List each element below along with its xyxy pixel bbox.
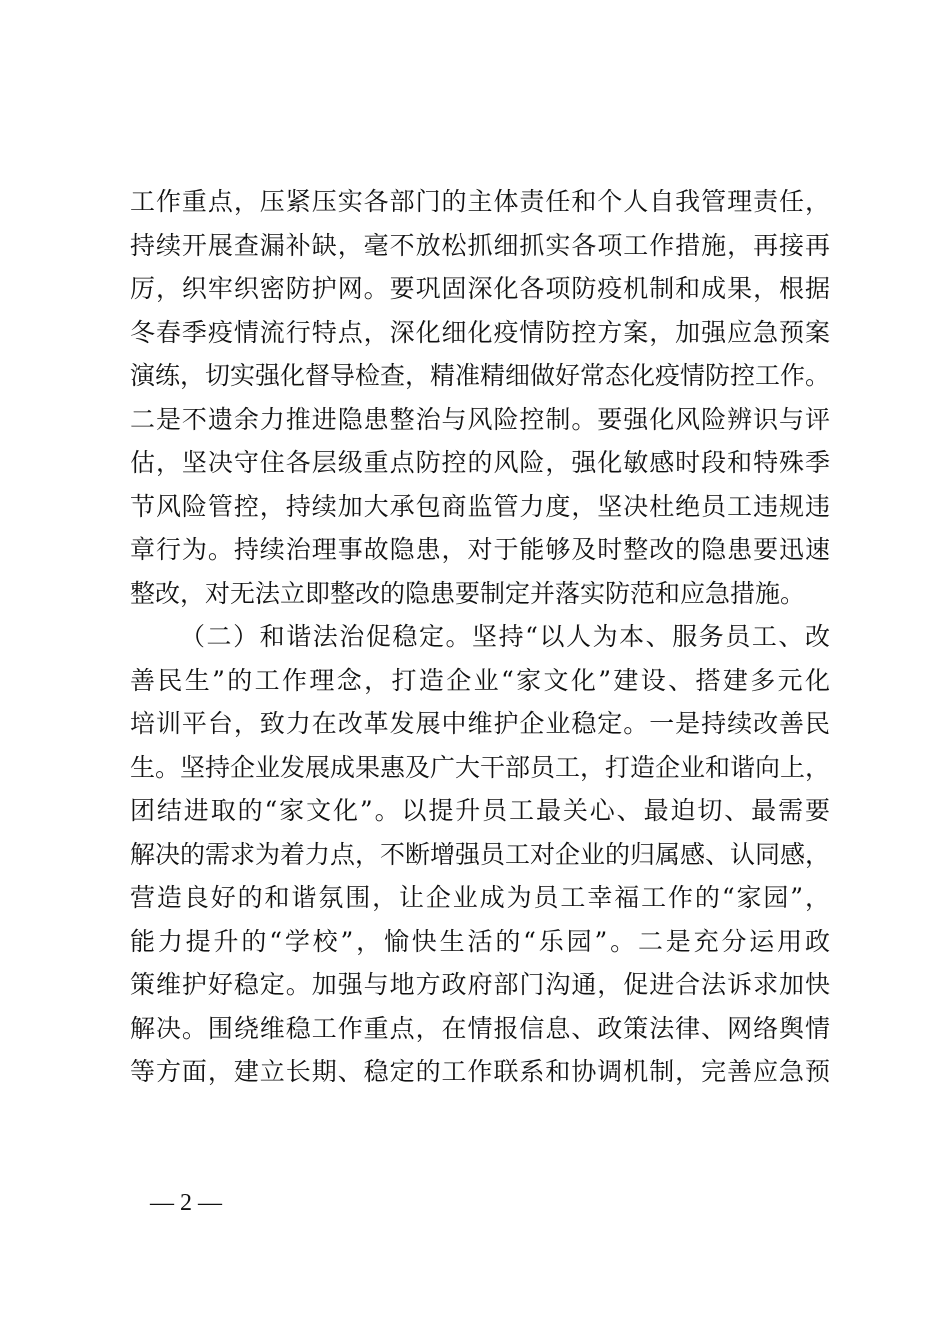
text-line: 等方面，建立长期、稳定的工作联系和协调机制，完善应急预 xyxy=(130,1057,830,1086)
text-line: 厉，织牢织密防护网。要巩固深化各项防疫机制和成果，根据 xyxy=(130,274,830,303)
section-heading-line: （二）和谐法治促稳定。坚持“以人为本、服务员工、改 xyxy=(180,622,830,651)
text-line: 培训平台，致力在改革发展中维护企业稳定。一是持续改善民 xyxy=(130,709,830,738)
text-line: 工作重点，压紧压实各部门的主体责任和个人自我管理责任， xyxy=(130,187,830,216)
text-line: 整改，对无法立即整改的隐患要制定并落实防范和应急措施。 xyxy=(130,578,806,608)
text-line: 演练，切实强化督导检查，精准精细做好常态化疫情防控工作。 xyxy=(130,361,830,390)
text-line: 估，坚决守住各层级重点防控的风险，强化敏感时段和特殊季 xyxy=(130,448,830,477)
text-line: 节风险管控，持续加大承包商监管力度，坚决杜绝员工违规违 xyxy=(130,491,830,521)
text-line: 解决的需求为着力点，不断增强员工对企业的归属感、认同感， xyxy=(130,839,830,869)
text-line: 持续开展查漏补缺，毫不放松抓细抓实各项工作措施，再接再 xyxy=(130,230,830,260)
text-line: 解决。围绕维稳工作重点，在情报信息、政策法律、网络舆情 xyxy=(130,1013,830,1043)
text-line: 善民生”的工作理念，打造企业“家文化”建设、搭建多元化 xyxy=(130,665,830,695)
text-line: 章行为。持续治理事故隐患，对于能够及时整改的隐患要迅速 xyxy=(130,535,830,564)
page-number: — 2 — xyxy=(150,1190,222,1216)
text-line: 策维护好稳定。加强与地方政府部门沟通，促进合法诉求加快 xyxy=(130,970,830,999)
text-line: 营造良好的和谐氛围，让企业成为员工幸福工作的“家园”， xyxy=(130,883,830,912)
text-line: 冬春季疫情流行特点，深化细化疫情防控方案，加强应急预案 xyxy=(130,317,830,347)
text-line: 能力提升的“学校”，愉快生活的“乐园”。二是充分运用政 xyxy=(130,926,830,956)
body-text xyxy=(130,180,830,1094)
text-line: 二是不遗余力推进隐患整治与风险控制。要强化风险辨识与评 xyxy=(130,404,830,434)
text-line: 生。坚持企业发展成果惠及广大干部员工，打造企业和谐向上， xyxy=(130,752,830,782)
text-line: 团结进取的“家文化”。以提升员工最关心、最迫切、最需要 xyxy=(130,796,830,825)
